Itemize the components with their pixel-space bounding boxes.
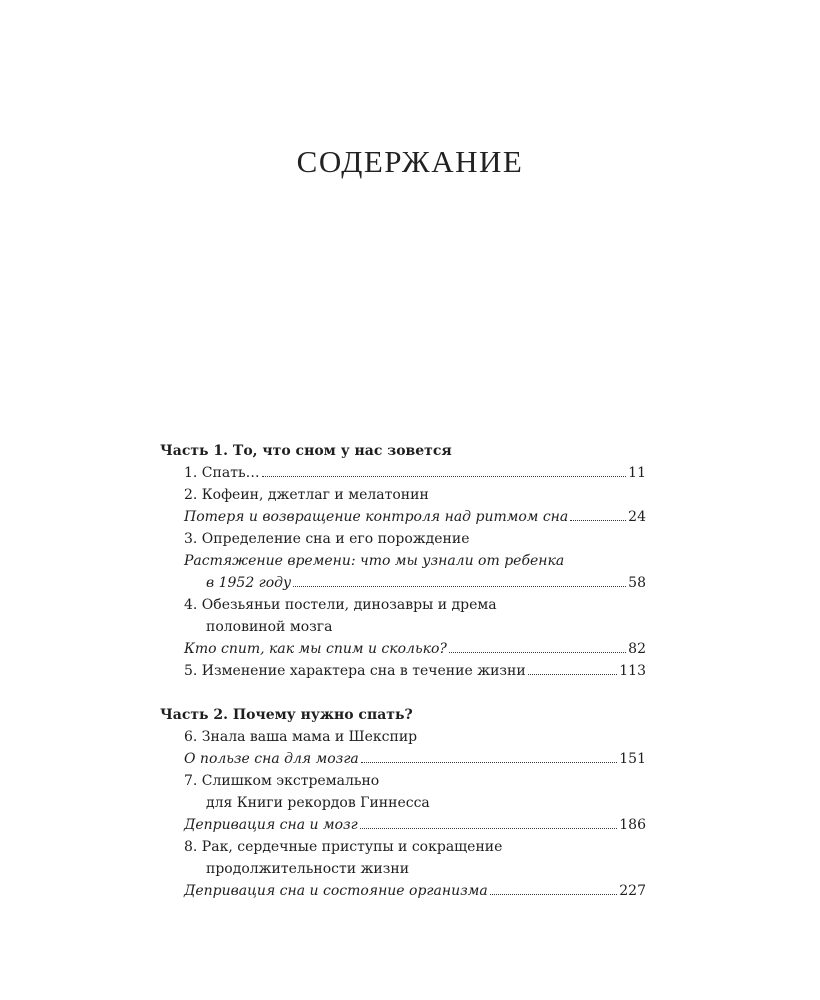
chapter-2-subtitle: Потеря и возвращение контроля над ритмом сна — [184, 509, 569, 525]
dot-leader — [570, 520, 626, 521]
dot-leader — [262, 476, 627, 477]
chapter-3-subtitle: Растяжение времени: что мы узнали от ребенка — [184, 553, 565, 569]
chapter-6-title[interactable]: 6. Знала ваша мама и Шекспир — [184, 729, 418, 745]
chapter-4-title-cont: половиной мозга — [206, 619, 333, 635]
chapter-7-title-cont: для Книги рекордов Гиннесса — [206, 795, 430, 811]
chapter-1-page: 11 — [628, 465, 646, 481]
chapter-5-title: 5. Изменение характера сна в течение жизни — [184, 663, 526, 679]
chapter-4-subtitle: Кто спит, как мы спим и сколько? — [184, 641, 447, 657]
toc-entry-chapter-4[interactable] — [160, 638, 646, 660]
toc-entry-chapter-5[interactable] — [160, 660, 646, 682]
chapter-3-title[interactable]: 3. Определение сна и его порождение — [184, 531, 470, 547]
chapter-8-title[interactable]: 8. Рак, сердечные приступы и сокращение — [184, 839, 503, 855]
section-spacer — [160, 682, 646, 704]
chapter-2-page: 24 — [628, 509, 646, 525]
page-title: СОДЕРЖАНИЕ — [296, 144, 524, 179]
part-2-heading: Часть 2. Почему нужно спать? — [160, 707, 413, 723]
chapter-2-title[interactable]: 2. Кофеин, джетлаг и мелатонин — [184, 487, 429, 503]
toc-entry-chapter-3[interactable] — [160, 572, 646, 594]
chapter-4-title[interactable]: 4. Обезьяньи постели, динозавры и дрема — [184, 597, 497, 613]
part-1-heading: Часть 1. То, что сном у нас зовется — [160, 443, 452, 459]
dot-leader — [528, 674, 618, 675]
dot-leader — [490, 894, 618, 895]
chapter-3-subtitle-cont: в 1952 году — [206, 575, 292, 591]
chapter-8-subtitle: Депривация сна и состояние организма — [184, 883, 488, 899]
chapter-6-subtitle: О пользе сна для мозга — [184, 751, 359, 767]
toc-entry-chapter-7[interactable] — [160, 814, 646, 836]
dot-leader — [361, 762, 618, 763]
chapter-7-title[interactable]: 7. Слишком экстремально — [184, 773, 380, 789]
chapter-5-page: 113 — [619, 663, 646, 679]
dot-leader — [293, 586, 626, 587]
chapter-3-page: 58 — [628, 575, 646, 591]
chapter-8-page: 227 — [619, 883, 646, 899]
dot-leader — [449, 652, 626, 653]
chapter-4-page: 82 — [628, 641, 646, 657]
chapter-1-title: 1. Спать… — [184, 465, 260, 481]
table-of-contents — [160, 440, 646, 902]
dot-leader — [360, 828, 618, 829]
chapter-7-subtitle: Депривация сна и мозг — [184, 817, 358, 833]
chapter-8-title-cont: продолжительности жизни — [206, 861, 410, 877]
toc-entry-chapter-1[interactable] — [160, 462, 646, 484]
toc-entry-chapter-6[interactable] — [160, 748, 646, 770]
chapter-7-page: 186 — [619, 817, 646, 833]
toc-entry-chapter-2[interactable] — [160, 506, 646, 528]
chapter-6-page: 151 — [619, 751, 646, 767]
toc-entry-chapter-8[interactable] — [160, 880, 646, 902]
